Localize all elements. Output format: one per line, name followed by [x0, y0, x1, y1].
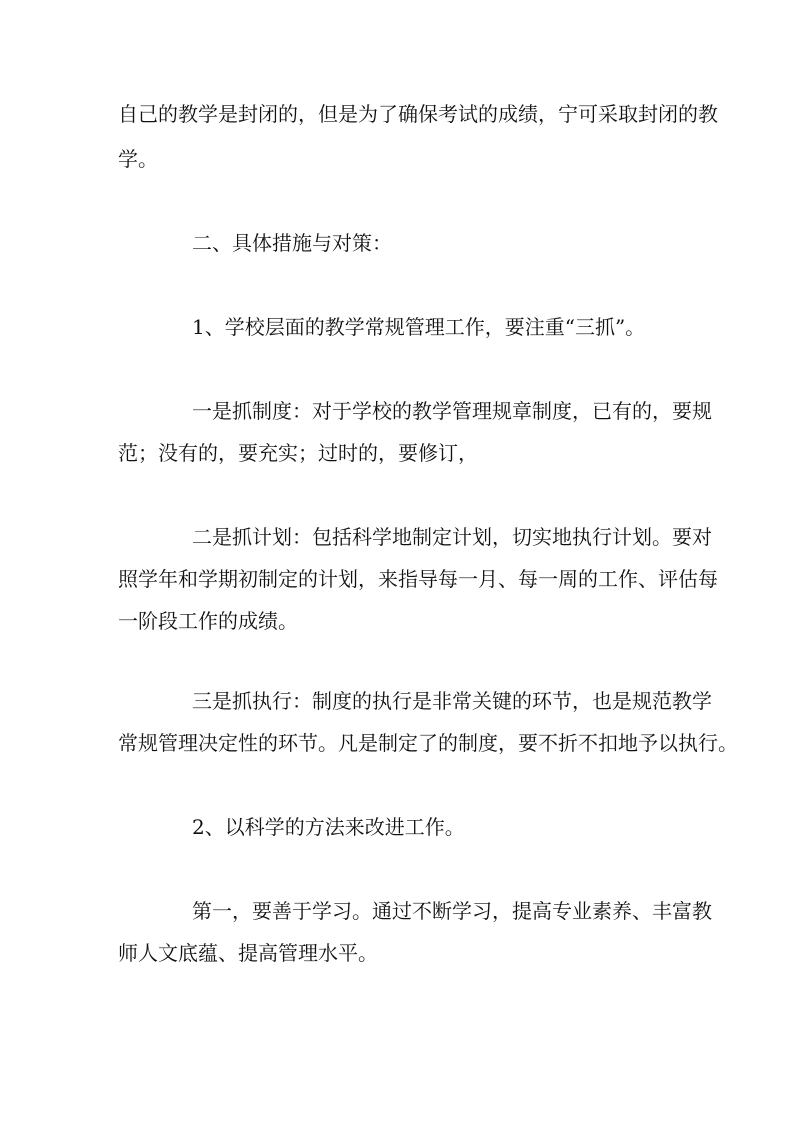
paragraph-line: 第一，要善于学习。通过不断学习，提高专业素养、丰富教 [192, 899, 712, 923]
paragraph-line: 一是抓制度：对于学校的教学管理规章制度，已有的，要规 [192, 399, 712, 423]
paragraph-line: 三是抓执行：制度的执行是非常关键的环节，也是规范教学 [192, 689, 712, 713]
paragraph-line: 师人文底蕴、提高管理水平。 [118, 941, 378, 965]
section-heading: 二、具体措施与对策： [192, 231, 392, 255]
paragraph-line: 学。 [118, 147, 158, 171]
paragraph-line: 常规管理决定性的环节。凡是制定了的制度，要不折不扣地予以执行。 [118, 731, 738, 755]
paragraph-line: 范；没有的，要充实；过时的，要修订， [118, 441, 478, 465]
paragraph-line: 二是抓计划：包括科学地制定计划，切实地执行计划。要对 [192, 525, 712, 549]
subsection-heading: 1、学校层面的教学常规管理工作，要注重“三抓”。 [192, 315, 646, 339]
paragraph-line: 一阶段工作的成绩。 [118, 609, 298, 633]
subsection-heading: 2、以科学的方法来改进工作。 [192, 815, 465, 839]
paragraph-line: 自己的教学是封闭的，但是为了确保考试的成绩，宁可采取封闭的教 [118, 102, 718, 126]
paragraph-line: 照学年和学期初制定的计划，来指导每一月、每一周的工作、评估每 [118, 567, 718, 591]
